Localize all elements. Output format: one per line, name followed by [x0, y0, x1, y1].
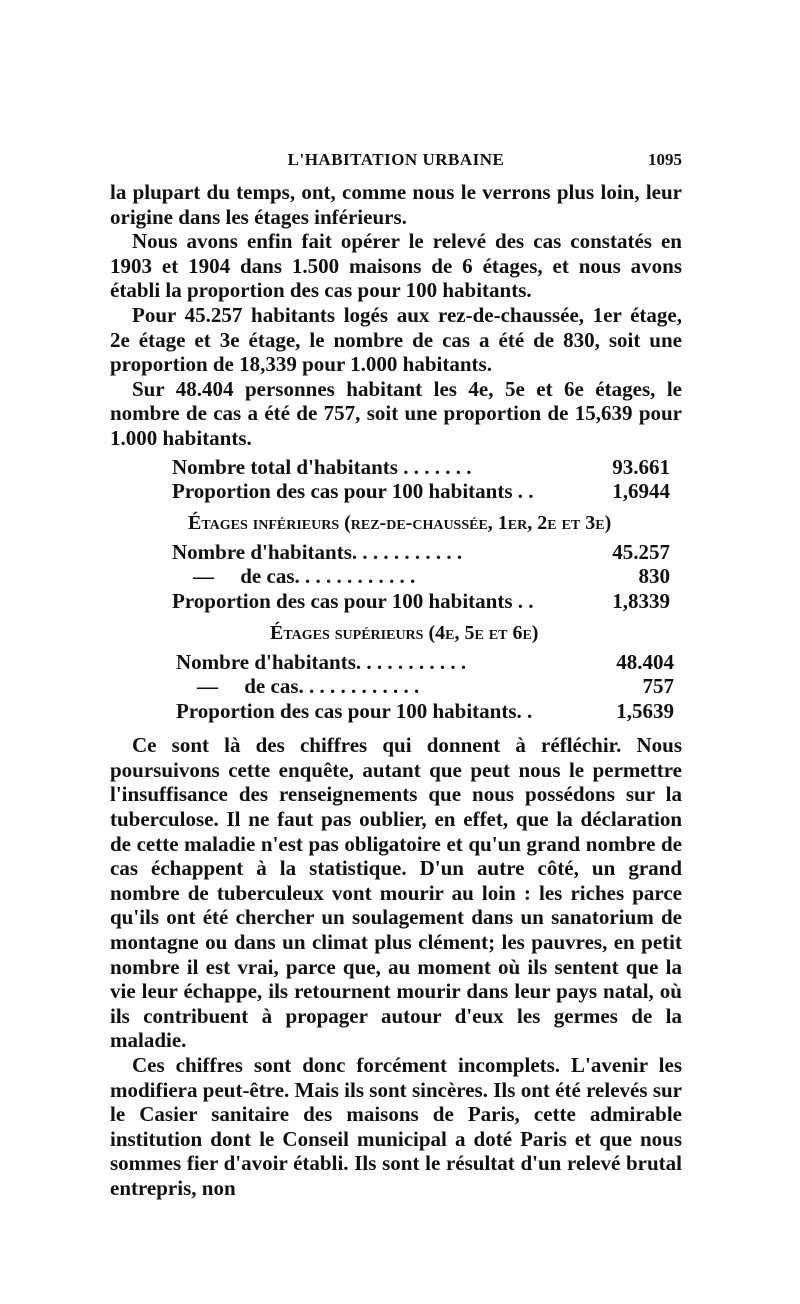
upper-floors-heading: Étages supérieurs (4e, 5e et 6e) [270, 621, 539, 644]
stats-label: Proportion des cas pour 100 habitants . . [172, 588, 534, 613]
paragraph-4: Sur 48.404 personnes habitant les 4e, 5e et 6e étages, le nombre de cas a été de 757, soit une proportion de 15,639 pour 1.000 habitants. [110, 376, 682, 450]
stats-row [172, 589, 682, 614]
stats-label: Proportion des cas pour 100 habitants . . [172, 479, 534, 504]
page-header [110, 150, 682, 174]
stats-value: 1,6944 [612, 479, 670, 504]
stats-row [176, 699, 682, 724]
stats-row [172, 564, 682, 589]
stats-label: Nombre d'habitants. . . . . . . . . . . [172, 539, 463, 564]
stats-value: 45.257 [612, 539, 670, 564]
stats-label: — de cas. . . . . . . . . . . . [176, 674, 420, 699]
stats-row [176, 674, 682, 699]
paragraph-3: Pour 45.257 habitants logés aux rez-de-chaussée, 1er étage, 2e étage et 3e étage, le nombre de cas a été de 830, soit une proportion de 18,339 pour 1.000 habitants. [110, 302, 682, 377]
stats-label: — de cas. . . . . . . . . . . . [172, 564, 416, 589]
stats-value: 757 [642, 674, 674, 699]
stats-row [176, 650, 682, 675]
stats-row [172, 455, 682, 480]
stats-lower-table [110, 540, 682, 614]
page-body [110, 180, 682, 1201]
stats-label: Nombre total d'habitants . . . . . . . [172, 454, 472, 479]
page-number: 1095 [648, 150, 682, 169]
stats-label: Proportion des cas pour 100 habitants. . [176, 698, 533, 723]
stats-label: Nombre d'habitants. . . . . . . . . . . [176, 649, 467, 674]
stats-value: 1,5639 [616, 698, 674, 723]
running-title: L'HABITATION URBAINE [287, 150, 505, 169]
paragraph-5: Ce sont là des chiffres qui donnent à réfléchir. Nous poursuivons cette enquête, autant que peut nous le permettre l'insuffisance des renseignements que nous possédons sur la tuberculose. Il ne faut pas oublier, en effet, que la déclaration de cette maladie n'est pas obligatoire et qu'un grand nombre de cas échappent à la statistique. D'un autre côté, un grand nombre de tuberculeux vont mourir au loin : les riches parce qu'ils ont été chercher un soulagement dans un sanatorium de montagne ou dans un climat plus clément; les pauvres, en petit nombre il est vrai, parce que, au moment où ils sentent que la vie leur échappe, ils retournent mourir dans leur pays natal, où ils contribuent à propager autour d'eux les germes de la maladie. [110, 733, 682, 1053]
stats-row [172, 540, 682, 565]
stats-value: 93.661 [612, 454, 670, 479]
stats-value: 48.404 [616, 649, 674, 674]
stats-value: 1,8339 [612, 588, 670, 613]
stats-total-table [110, 455, 682, 504]
paragraph-6: Ces chiffres sont donc forcément incomplets. L'avenir les modifiera peut-être. Mais ils sont sincères. Ils ont été relevés sur le Casier sanitaire des maisons de Paris, cette admirable institution dont le Conseil municipal a doté Paris et que nous sommes fier d'avoir établi. Ils sont le résultat d'un relevé brutal entrepris, non [110, 1053, 682, 1200]
stats-row [172, 479, 682, 504]
stats-upper-table [110, 650, 682, 724]
paragraph-1: la plupart du temps, ont, comme nous le verrons plus loin, leur origine dans les étages inférieurs. [110, 180, 682, 229]
paragraph-2: Nous avons enfin fait opérer le relevé des cas constatés en 1903 et 1904 dans 1.500 maisons de 6 étages, et nous avons établi la proportion des cas pour 100 habitants. [110, 229, 682, 303]
stats-value: 830 [638, 564, 670, 589]
lower-floors-heading: Étages inférieurs (rez-de-chaussée, 1er, 2e et 3e) [188, 511, 612, 534]
